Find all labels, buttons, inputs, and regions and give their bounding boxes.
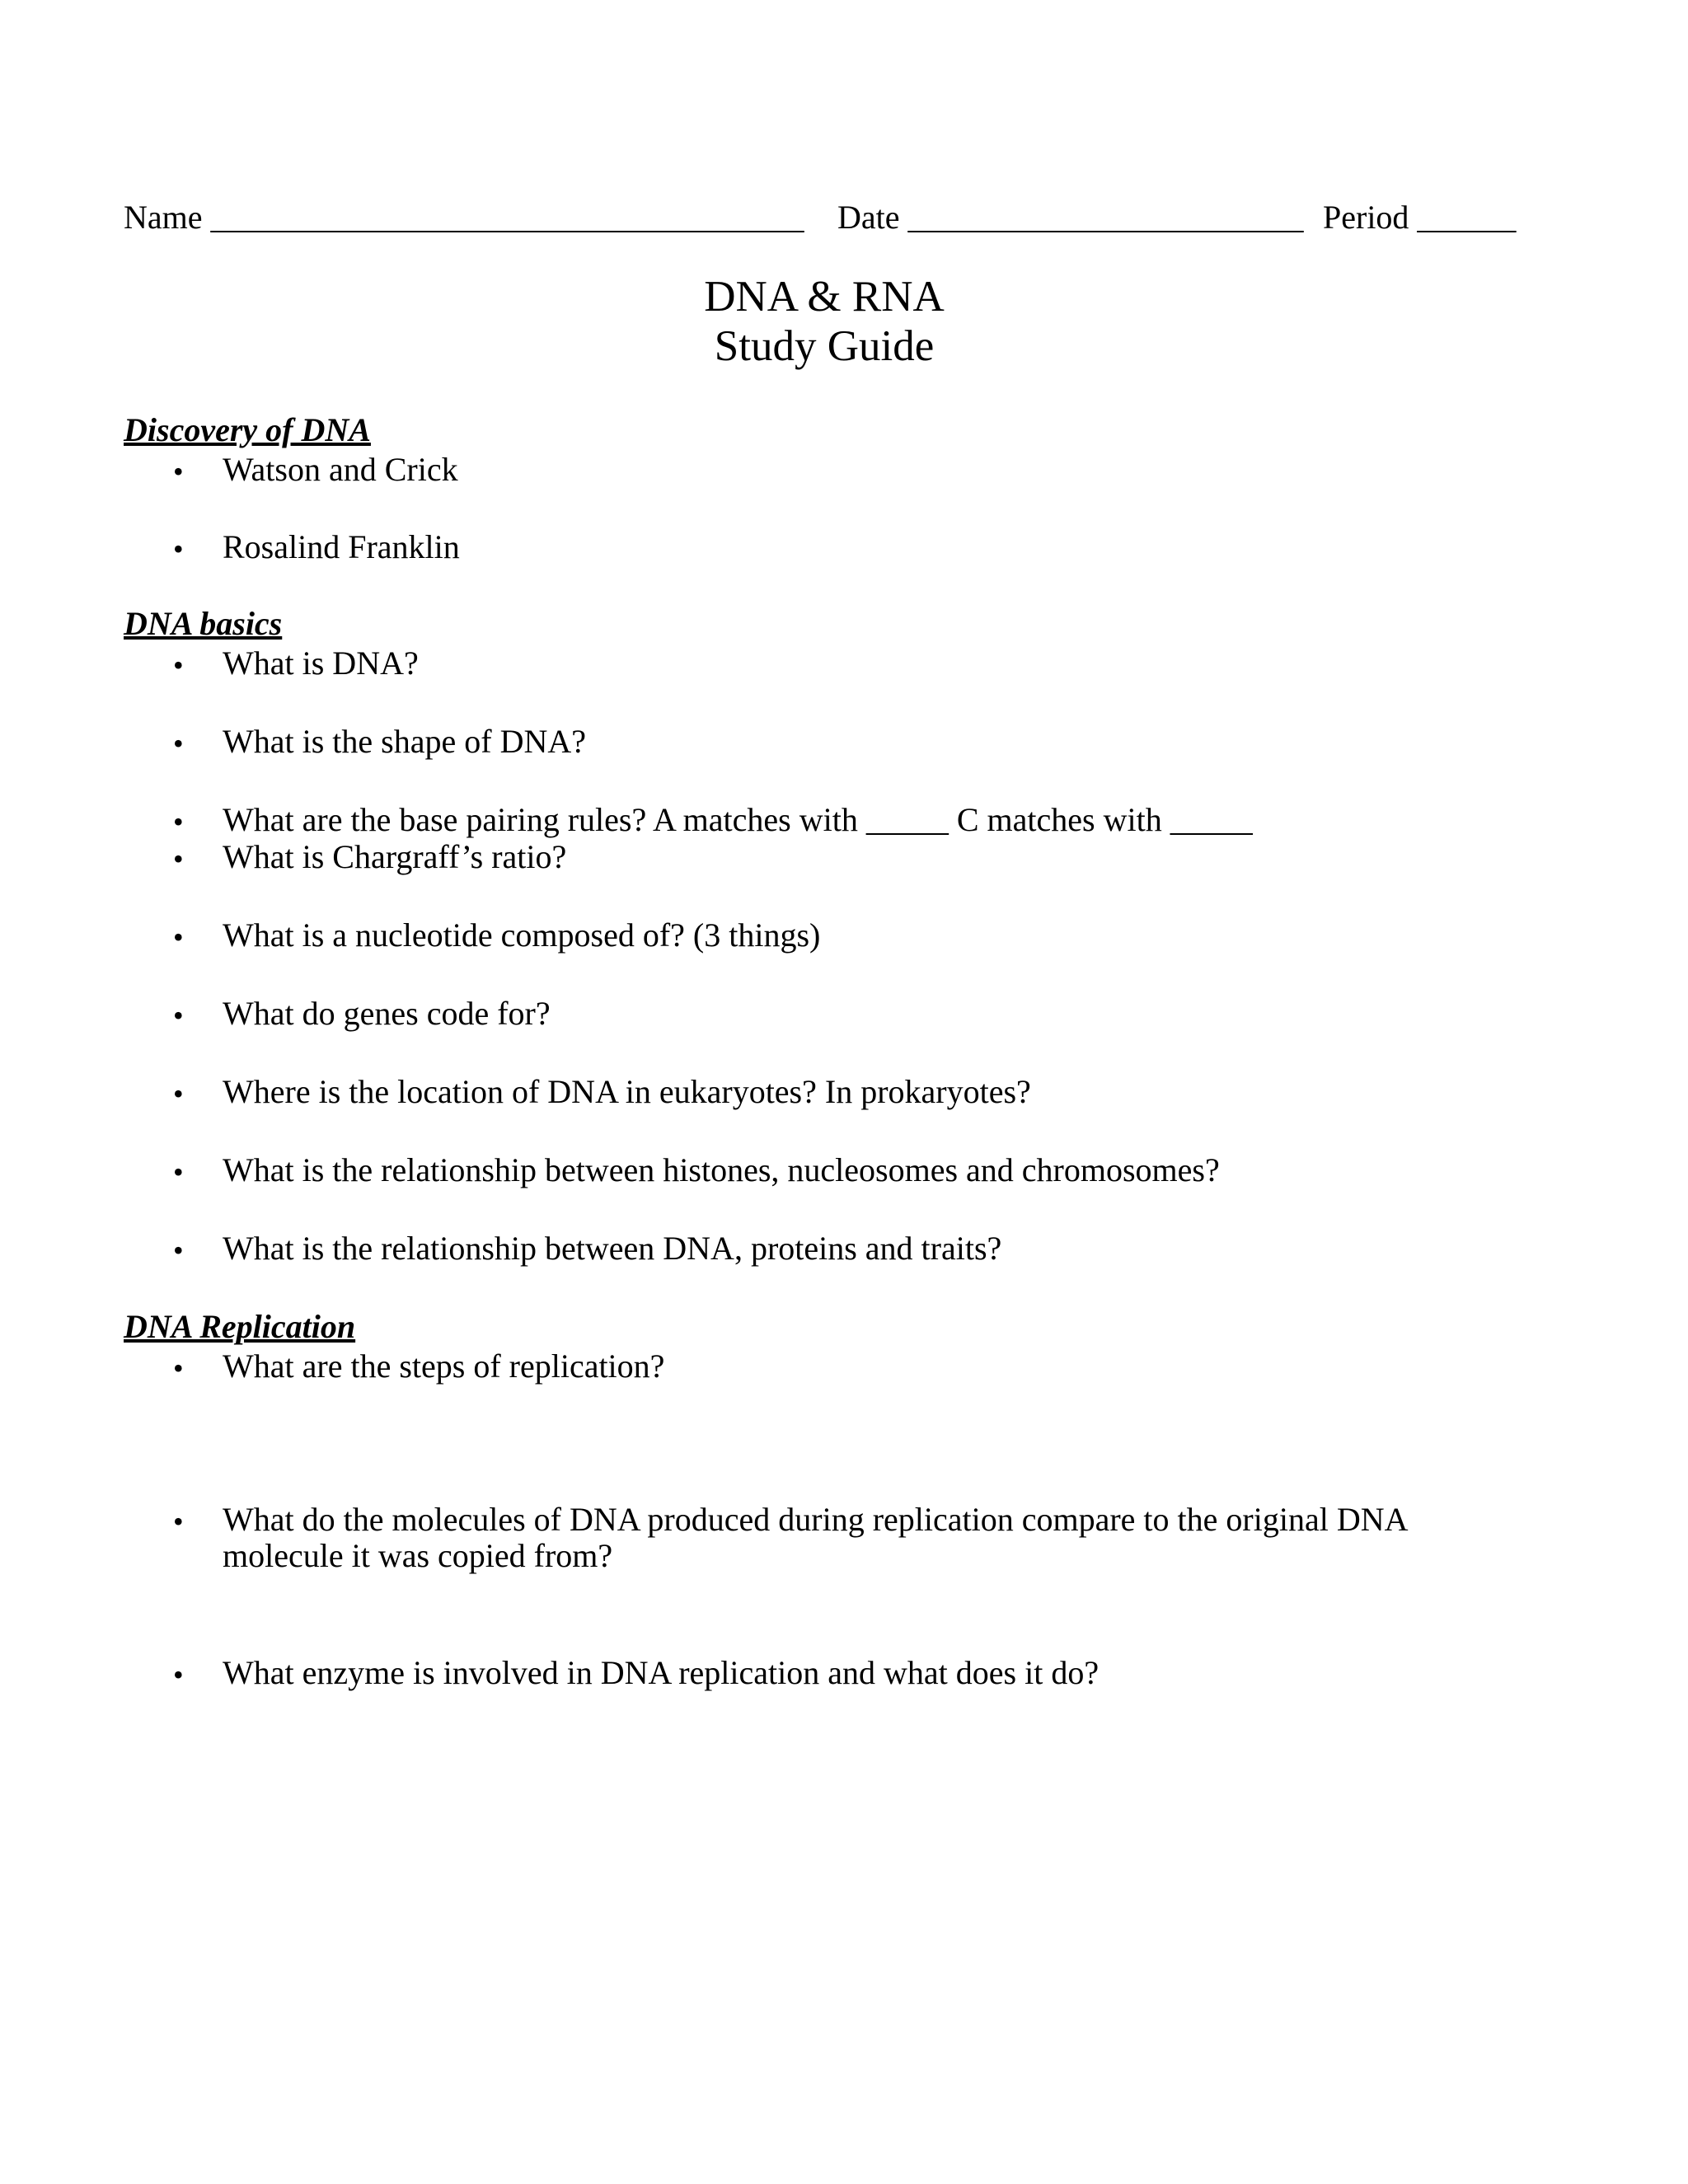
bullet-icon: • (173, 842, 184, 875)
list-item: What are the base pairing rules? A matches with _____ C matches with _____ (223, 801, 1253, 838)
list-item: What is DNA? (223, 644, 419, 682)
page-subtitle: Study Guide (714, 322, 935, 370)
bullet-icon: • (173, 649, 184, 682)
bullet-icon: • (173, 805, 184, 838)
section-heading-discovery: Discovery of DNA (124, 411, 371, 448)
list-item: What do genes code for? (223, 995, 551, 1032)
list-item: Watson and Crick (223, 451, 458, 488)
page-title: DNA & RNA (704, 273, 945, 321)
list-item: Where is the location of DNA in eukaryotes? In prokaryotes? (223, 1073, 1031, 1110)
bullet-icon: • (173, 455, 184, 488)
list-item: What is a nucleotide composed of? (3 things) (223, 916, 821, 954)
list-item-continuation: molecule it was copied from? (223, 1537, 613, 1574)
bullet-icon: • (173, 1234, 184, 1267)
list-item: What do the molecules of DNA produced during replication compare to the original DNA (223, 1501, 1409, 1538)
bullet-icon: • (173, 727, 184, 760)
name-field-label: Name ____________________________________ (124, 199, 804, 236)
bullet-icon: • (173, 999, 184, 1032)
bullet-icon: • (173, 532, 184, 565)
period-field-label: Period ______ (1323, 199, 1517, 236)
section-heading-dna-basics: DNA basics (124, 605, 283, 642)
list-item: What enzyme is involved in DNA replication and what does it do? (223, 1654, 1100, 1691)
list-item: What is Chargraff’s ratio? (223, 838, 567, 875)
bullet-icon: • (173, 1155, 184, 1188)
list-item: What is the shape of DNA? (223, 723, 586, 760)
section-heading-dna-replication: DNA Replication (124, 1308, 356, 1345)
date-field-label: Date ________________________ (837, 199, 1304, 236)
list-item: What is the relationship between histones, nucleosomes and chromosomes? (223, 1151, 1220, 1188)
bullet-icon: • (173, 1352, 184, 1385)
list-item: What is the relationship between DNA, proteins and traits? (223, 1230, 1002, 1267)
bullet-icon: • (173, 921, 184, 954)
bullet-icon: • (173, 1505, 184, 1538)
bullet-icon: • (173, 1658, 184, 1691)
bullet-icon: • (173, 1077, 184, 1110)
list-item: Rosalind Franklin (223, 528, 460, 565)
list-item: What are the steps of replication? (223, 1347, 665, 1385)
